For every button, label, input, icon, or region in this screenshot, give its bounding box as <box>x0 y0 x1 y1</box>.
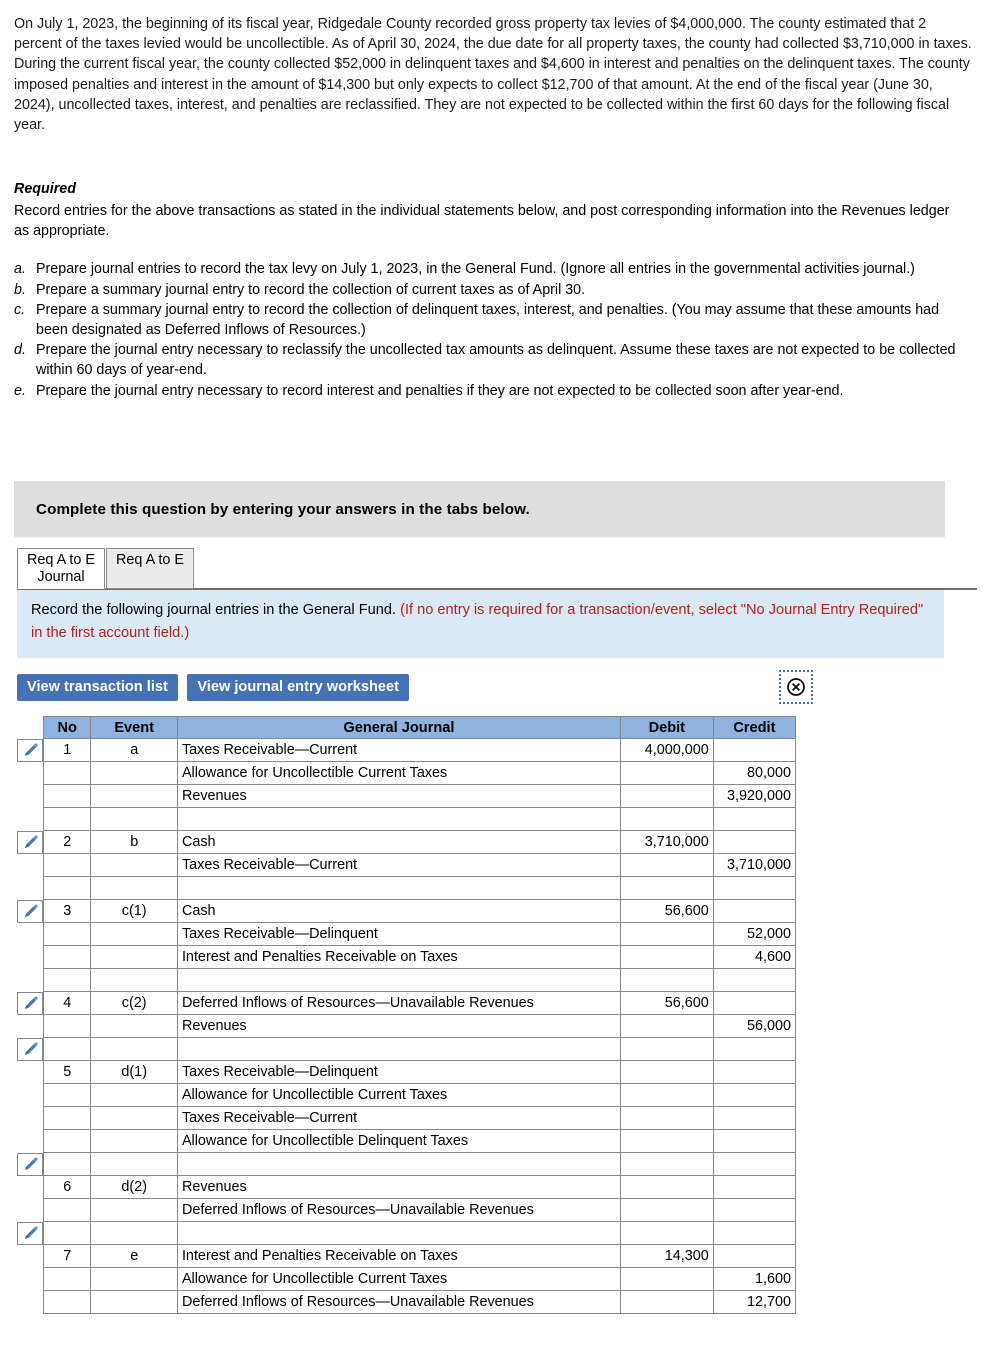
cell-credit[interactable] <box>713 1176 795 1199</box>
table-row[interactable] <box>44 739 796 762</box>
cell-account[interactable]: Revenues <box>177 785 620 808</box>
cell-account[interactable]: Deferred Inflows of Resources—Unavailable Revenues <box>177 1199 620 1222</box>
cell-account[interactable] <box>177 1222 620 1245</box>
required-heading: Required <box>14 181 76 197</box>
cell-event: c(2) <box>91 992 177 1015</box>
cell-no: 6 <box>44 1176 91 1199</box>
cell-account[interactable]: Cash <box>177 831 620 854</box>
cell-account[interactable]: Allowance for Uncollectible Current Taxes <box>177 1084 620 1107</box>
cell-event: d(2) <box>91 1176 177 1199</box>
cell-event <box>91 1038 177 1061</box>
column-header-debit: Debit <box>620 717 713 739</box>
cell-event <box>91 1015 177 1038</box>
complete-question-text: Complete this question by entering your answers in the tabs below. <box>36 500 530 518</box>
column-header-no: No <box>44 717 91 739</box>
cell-debit[interactable] <box>620 808 713 831</box>
cell-no: 7 <box>44 1245 91 1268</box>
cell-event: d(1) <box>91 1061 177 1084</box>
cell-event <box>91 1291 177 1314</box>
cell-no <box>44 1291 91 1314</box>
cell-debit[interactable]: 56,600 <box>620 900 713 923</box>
cell-debit[interactable]: 14,300 <box>620 1245 713 1268</box>
table-row[interactable] <box>44 854 796 877</box>
cell-account[interactable]: Revenues <box>177 1015 620 1038</box>
pencil-icon <box>22 1225 39 1242</box>
cell-credit[interactable] <box>713 1084 795 1107</box>
cell-event <box>91 808 177 831</box>
cell-event <box>91 969 177 992</box>
cell-account[interactable]: Deferred Inflows of Resources—Unavailable Revenues <box>177 1291 620 1314</box>
view-transaction-list-button[interactable]: View transaction list <box>17 674 178 701</box>
tab-strip <box>17 547 977 589</box>
cell-no <box>44 762 91 785</box>
cell-debit[interactable] <box>620 1130 713 1153</box>
required-item-d <box>14 340 959 380</box>
cell-no <box>44 1199 91 1222</box>
table-row[interactable] <box>44 1199 796 1222</box>
table-row[interactable] <box>44 1245 796 1268</box>
cell-debit[interactable] <box>620 1199 713 1222</box>
cell-no <box>44 1038 91 1061</box>
cell-no <box>44 785 91 808</box>
cell-credit[interactable] <box>713 877 795 900</box>
cell-event <box>91 1199 177 1222</box>
cell-debit[interactable] <box>620 1015 713 1038</box>
cell-no <box>44 1222 91 1245</box>
problem-statement: On July 1, 2023, the beginning of its fiscal year, Ridgedale County recorded gross property tax levies of $4,000,000. The county estimated that 2 percent of the taxes levied would be uncollectible. As of April 30, 2024, the due date for all property taxes, the county had collected $3,710,000 in taxes. During the current fiscal year, the county collected $52,000 in delinquent taxes and $4,600 in interest and penalties on the delinquent taxes. The county imposed penalties and interest in the amount of $14,300 but only expects to collect $12,700 of that amount. At the end of the fiscal year (June 30, 2024), uncollected taxes, interest, and penalties are reclassified. They are not expected to be collected within the first 60 days for the following fiscal year. <box>14 16 972 134</box>
cell-debit[interactable] <box>620 1176 713 1199</box>
cell-debit[interactable] <box>620 854 713 877</box>
required-text-c: Prepare a summary journal entry to record the collection of delinquent taxes, interest, and penalties. (You may assume that these amounts had been designated as Deferred Inflows of Resources.) <box>36 301 940 339</box>
cell-no: 3 <box>44 900 91 923</box>
cell-account[interactable]: Allowance for Uncollectible Current Taxes <box>177 1268 620 1291</box>
column-header-credit: Credit <box>713 717 795 739</box>
required-item-c <box>14 300 959 340</box>
cell-debit[interactable] <box>620 1268 713 1291</box>
cell-event <box>91 1084 177 1107</box>
cell-no: 1 <box>44 739 91 762</box>
cell-event <box>91 1153 177 1176</box>
cell-credit[interactable] <box>713 1199 795 1222</box>
table-row[interactable] <box>44 969 796 992</box>
cell-debit[interactable] <box>620 762 713 785</box>
table-row[interactable] <box>44 808 796 831</box>
cell-credit[interactable] <box>713 1222 795 1245</box>
cell-debit[interactable] <box>620 1153 713 1176</box>
cell-debit[interactable] <box>620 1291 713 1314</box>
edit-row-pencil-button[interactable] <box>17 1222 43 1245</box>
cell-debit[interactable] <box>620 1038 713 1061</box>
required-marker-b: b. <box>14 281 26 298</box>
cell-credit[interactable] <box>713 739 795 762</box>
required-text-a: Prepare journal entries to record the tax levy on July 1, 2023, in the General Fund. (Ignore all entries in the governmental activities journal.) <box>36 261 915 278</box>
cell-account[interactable]: Interest and Penalties Receivable on Taxes <box>177 946 620 969</box>
cell-event: b <box>91 831 177 854</box>
cell-debit[interactable] <box>620 969 713 992</box>
table-row[interactable] <box>44 1038 796 1061</box>
cell-account[interactable]: Taxes Receivable—Current <box>177 739 620 762</box>
cell-credit[interactable] <box>713 1107 795 1130</box>
cell-no <box>44 877 91 900</box>
tab-req-a-to-e[interactable]: Req A to E <box>106 548 194 589</box>
required-intro: Record entries for the above transactions as stated in the individual statements below, and post corresponding information into the Revenues ledger as appropriate. <box>14 203 950 240</box>
cell-event <box>91 762 177 785</box>
cell-credit[interactable] <box>713 1245 795 1268</box>
cell-event: a <box>91 739 177 762</box>
pencil-icon <box>22 1041 39 1058</box>
cell-debit[interactable] <box>620 946 713 969</box>
cell-event <box>91 923 177 946</box>
cell-no: 2 <box>44 831 91 854</box>
table-row[interactable] <box>44 1176 796 1199</box>
required-marker-e: e. <box>14 382 26 399</box>
cell-event <box>91 1130 177 1153</box>
table-row[interactable] <box>44 785 796 808</box>
cell-account[interactable]: Taxes Receivable—Current <box>177 854 620 877</box>
cell-no: 4 <box>44 992 91 1015</box>
instruction-banner <box>17 590 944 658</box>
tab-req-a-to-e-journal[interactable]: Req A to E Journal <box>17 548 105 589</box>
cell-debit[interactable]: 3,710,000 <box>620 831 713 854</box>
table-row[interactable] <box>44 946 796 969</box>
complete-question-banner <box>14 481 945 537</box>
cell-no <box>44 854 91 877</box>
cell-no <box>44 923 91 946</box>
instruction-red-note: (If no entry is required for a transaction/event, select "No Journal Entry Required" in the first account field.) <box>31 602 924 641</box>
cell-debit[interactable] <box>620 923 713 946</box>
cell-event: e <box>91 1245 177 1268</box>
column-header-event: Event <box>91 717 177 739</box>
cell-account[interactable] <box>177 808 620 831</box>
cell-credit[interactable]: 1,600 <box>713 1268 795 1291</box>
cell-credit[interactable] <box>713 900 795 923</box>
cell-no <box>44 1107 91 1130</box>
table-row[interactable] <box>44 877 796 900</box>
cell-debit[interactable]: 56,600 <box>620 992 713 1015</box>
clear-all-button[interactable] <box>779 670 813 704</box>
required-item-a <box>14 259 959 279</box>
table-row[interactable] <box>44 923 796 946</box>
edit-row-pencil-button[interactable] <box>17 831 43 854</box>
view-journal-entry-worksheet-button[interactable]: View journal entry worksheet <box>187 674 409 701</box>
cell-credit[interactable] <box>713 1061 795 1084</box>
required-text-b: Prepare a summary journal entry to record the collection of current taxes as of April 30. <box>36 281 586 298</box>
cell-event <box>91 877 177 900</box>
edit-row-pencil-button[interactable] <box>17 900 43 923</box>
table-row[interactable] <box>44 900 796 923</box>
cell-credit[interactable] <box>713 1130 795 1153</box>
action-bar <box>17 674 977 704</box>
required-item-e <box>14 381 959 401</box>
cell-no <box>44 1084 91 1107</box>
required-list <box>14 259 959 400</box>
cell-account[interactable]: Cash <box>177 900 620 923</box>
table-row[interactable] <box>44 1222 796 1245</box>
table-row[interactable] <box>44 1153 796 1176</box>
cell-no <box>44 946 91 969</box>
cell-no: 5 <box>44 1061 91 1084</box>
cell-account[interactable] <box>177 1153 620 1176</box>
cell-no <box>44 1268 91 1291</box>
cell-account[interactable]: Allowance for Uncollectible Delinquent Taxes <box>177 1130 620 1153</box>
cell-debit[interactable]: 4,000,000 <box>620 739 713 762</box>
cell-debit[interactable] <box>620 1107 713 1130</box>
cell-account[interactable]: Deferred Inflows of Resources—Unavailable Revenues <box>177 992 620 1015</box>
required-marker-a: a. <box>14 261 26 278</box>
cell-no <box>44 1015 91 1038</box>
cell-no <box>44 1130 91 1153</box>
table-row[interactable] <box>44 1130 796 1153</box>
cell-event <box>91 1268 177 1291</box>
table-row[interactable] <box>44 1061 796 1084</box>
cell-account[interactable] <box>177 969 620 992</box>
pencil-icon <box>22 903 39 920</box>
table-row[interactable] <box>44 1084 796 1107</box>
cell-account[interactable] <box>177 1038 620 1061</box>
instruction-black-text: Record the following journal entries in the General Fund. <box>31 602 397 618</box>
cell-credit[interactable] <box>713 808 795 831</box>
table-row[interactable] <box>44 1291 796 1314</box>
cell-debit[interactable] <box>620 877 713 900</box>
cell-account[interactable] <box>177 877 620 900</box>
edit-row-pencil-button[interactable] <box>17 1153 43 1176</box>
cell-debit[interactable] <box>620 1222 713 1245</box>
table-row[interactable] <box>44 762 796 785</box>
pencil-icon <box>22 834 39 851</box>
table-row[interactable] <box>44 992 796 1015</box>
cell-credit[interactable] <box>713 1038 795 1061</box>
cell-debit[interactable] <box>620 1061 713 1084</box>
cell-event <box>91 1222 177 1245</box>
cell-no <box>44 808 91 831</box>
cell-credit[interactable]: 56,000 <box>713 1015 795 1038</box>
cell-no <box>44 969 91 992</box>
cell-credit[interactable] <box>713 1153 795 1176</box>
cell-account[interactable]: Revenues <box>177 1176 620 1199</box>
cell-account[interactable]: Interest and Penalties Receivable on Taxes <box>177 1245 620 1268</box>
cell-credit[interactable]: 12,700 <box>713 1291 795 1314</box>
table-row[interactable] <box>44 831 796 854</box>
cell-credit[interactable]: 3,920,000 <box>713 785 795 808</box>
cell-account[interactable]: Taxes Receivable—Delinquent <box>177 1061 620 1084</box>
circle-x-icon <box>786 677 806 697</box>
cell-account[interactable]: Taxes Receivable—Current <box>177 1107 620 1130</box>
cell-event <box>91 785 177 808</box>
cell-credit[interactable] <box>713 992 795 1015</box>
cell-account[interactable]: Allowance for Uncollectible Current Taxes <box>177 762 620 785</box>
cell-debit[interactable] <box>620 785 713 808</box>
table-row[interactable] <box>44 1015 796 1038</box>
required-text-e: Prepare the journal entry necessary to record interest and penalties if they are not expected to be collected soon after year-end. <box>36 382 844 399</box>
cell-event <box>91 854 177 877</box>
table-row[interactable] <box>44 1107 796 1130</box>
pencil-icon <box>22 995 39 1012</box>
table-header-row <box>44 717 796 739</box>
column-header-general-journal: General Journal <box>177 717 620 739</box>
required-text-d: Prepare the journal entry necessary to reclassify the uncollected tax amounts as delinquent. Assume these taxes are not expected to be collected within 60 days of year-end. <box>36 342 956 379</box>
cell-debit[interactable] <box>620 1084 713 1107</box>
edit-row-pencil-button[interactable] <box>17 1038 43 1061</box>
cell-credit[interactable]: 3,710,000 <box>713 854 795 877</box>
cell-event: c(1) <box>91 900 177 923</box>
cell-credit[interactable]: 4,600 <box>713 946 795 969</box>
journal-table-body <box>44 739 796 1314</box>
required-marker-c: c. <box>14 301 26 318</box>
cell-no <box>44 1153 91 1176</box>
journal-entry-table <box>43 716 796 1314</box>
cell-account[interactable]: Taxes Receivable—Delinquent <box>177 923 620 946</box>
cell-credit[interactable] <box>713 831 795 854</box>
cell-credit[interactable]: 52,000 <box>713 923 795 946</box>
required-marker-d: d. <box>14 342 26 359</box>
required-section <box>14 180 959 401</box>
cell-event <box>91 1107 177 1130</box>
cell-event <box>91 946 177 969</box>
required-item-b <box>14 280 959 300</box>
table-row[interactable] <box>44 1268 796 1291</box>
cell-credit[interactable] <box>713 969 795 992</box>
cell-credit[interactable]: 80,000 <box>713 762 795 785</box>
edit-row-pencil-button[interactable] <box>17 992 43 1015</box>
pencil-icon <box>22 1156 39 1173</box>
edit-row-pencil-button[interactable] <box>17 739 43 762</box>
pencil-icon <box>22 742 39 759</box>
